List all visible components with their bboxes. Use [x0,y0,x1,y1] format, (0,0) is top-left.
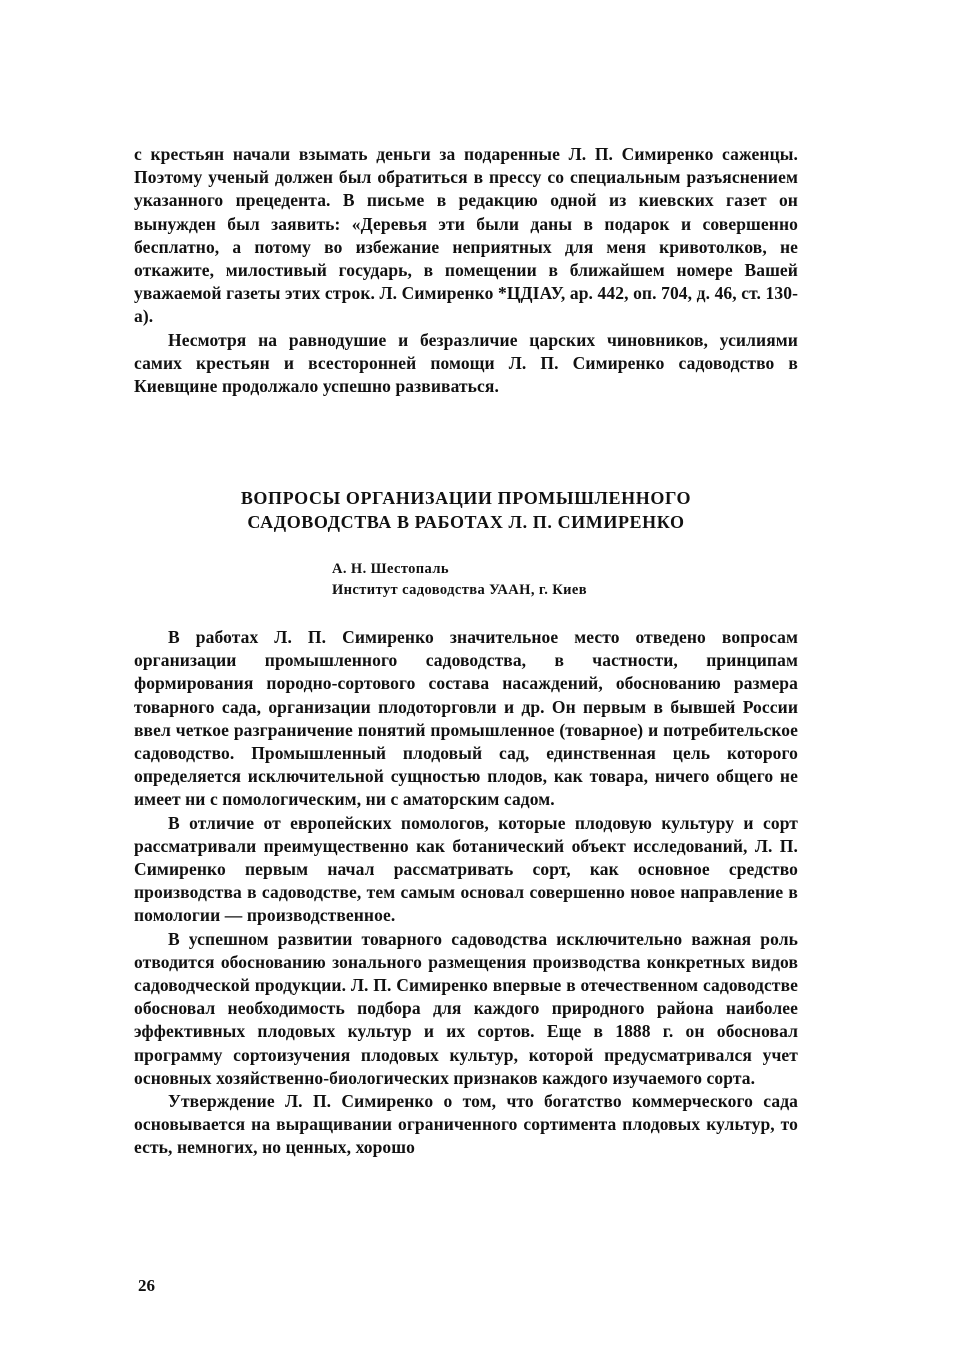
author-affiliation: Институт садоводства УААН, г. Киев [332,582,588,598]
paragraph-1: с крестьян начали взымать деньги за подаренные Л. П. Симиренко саженцы. Поэтому ученый должен был обратиться в прессу со специальным разъяснением указанного прецедента. В письме в редакцию одной из киевских газет он вынужден был заявить: «Деревья эти были даны в подарок и совершенно бесплатно, а потому во избежание неприятных для меня кривотолков, не откажите, милостивый государь, в помещении в ближайшем номере Вашей уважаемой газеты этих строк. Л. Симиренко *ЦДІАУ, ар. 442, оп. 704, д. 46, ст. 130-а). [134,144,798,327]
article-title-line-1: ВОПРОСЫ ОРГАНИЗАЦИИ ПРОМЫШЛЕННОГО [240,488,692,508]
previous-article-ending [134,143,798,398]
body-paragraph-4: Утверждение Л. П. Симиренко о том, что богатство коммерческого сада основывается на выращивании ограниченного сортимента плодовых культур, то есть, немногих, но ценных, хорошо [134,1091,798,1158]
paragraph-2: Несмотря на равнодушие и безразличие царских чиновников, усилиями самих крестьян и всесторонней помощи Л. П. Симиренко садоводство в Киевщине продолжало успешно развиваться. [134,329,798,397]
body-paragraph-3: В успешном развитии товарного садоводства исключительно важная роль отводится обоснованию зонального размещения производства конкретных видов садоводческой продукции. Л. П. Симиренко впервые в отечественном садоводстве обосновал необходимость подбора для каждого природного района наиболее эффективных плодовых культур и их сортов. Еще в 1888 г. он обосновал программу сортоизучения плодовых культур, которой предусматривался учет основных хозяйственно-биологических признаков каждого изучаемого сорта. [134,928,798,1088]
author-name: А. Н. Шестопаль [332,561,449,577]
author-block [332,559,587,601]
page-number: 26 [138,1276,155,1295]
body-paragraph-2: В отличие от европейских помологов, которые плодовую культуру и сорт рассматривали преимущественно как ботанический объект исследований, Л. П. Симиренко первым начал рассматривать сорт, как основное средство производства в садоводстве, тем самым основал совершенно новое направление в помологии — производственное. [134,812,798,926]
body-paragraph-1: В работах Л. П. Симиренко значительное место отведено вопросам организации промышленного садоводства, в частности, принципам формирования породно-сортового состава насаждений, обоснованию размера товарного сада, организации плодоторговли и др. Он первым в бывшей России ввел четкое разграничение понятий промышленное (товарное) и потребительское садоводство. Промышленный плодовый сад, единственная цель которого определяется исключительной сущностью плодов, как товара, ничего общего не имеет ни с помологическим, ни с аматорским садом. [134,627,798,810]
article-title-line-2: САДОВОДСТВА В РАБОТАХ Л. П. СИМИРЕНКО [247,512,685,532]
article-body [134,626,798,1160]
article-title [134,486,798,534]
